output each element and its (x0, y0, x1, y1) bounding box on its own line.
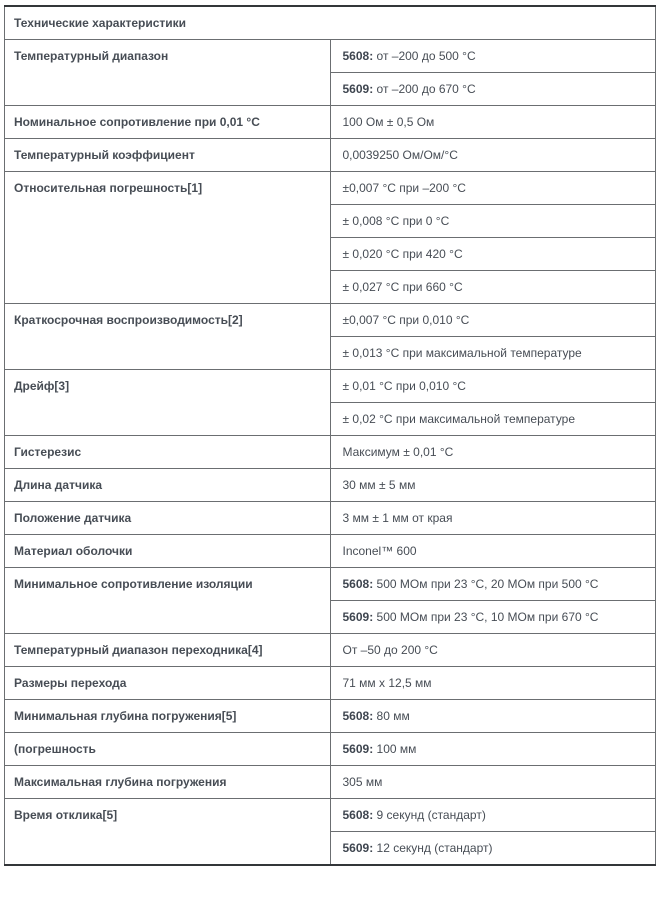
spec-label-insulation-resistance: Минимальное сопротивление изоляции (5, 568, 331, 634)
spec-label-temperature-range: Температурный диапазон (5, 40, 331, 106)
spec-value: 0,0039250 Ом/Ом/°C (330, 139, 656, 172)
spec-value: От –50 до 200 °C (330, 634, 656, 667)
spec-label-temperature-coefficient: Температурный коэффициент (5, 139, 331, 172)
model-prefix: 5609: (342, 610, 374, 624)
spec-label-sensor-length: Длина датчика (5, 469, 331, 502)
spec-value: ± 0,027 °C при 660 °C (330, 271, 656, 304)
spec-row (5, 766, 656, 799)
model-prefix: 5608: (342, 577, 374, 591)
spec-value-text: 9 секунд (стандарт) (376, 808, 486, 822)
spec-value: ± 0,01 °C при 0,010 °C (330, 370, 656, 403)
spec-value: Максимум ± 0,01 °C (330, 436, 656, 469)
spec-value: ±0,007 °C при –200 °C (330, 172, 656, 205)
spec-value (330, 40, 656, 73)
spec-value-text: 100 мм (376, 742, 417, 756)
spec-value: 3 мм ± 1 мм от края (330, 502, 656, 535)
spec-value: ± 0,020 °C при 420 °C (330, 238, 656, 271)
spec-value: 30 мм ± 5 мм (330, 469, 656, 502)
model-prefix: 5609: (342, 841, 374, 855)
spec-label-accuracy-note: (погрешность (5, 733, 331, 766)
spec-value: ± 0,013 °C при максимальной температуре (330, 337, 656, 370)
spec-label-sensor-position: Положение датчика (5, 502, 331, 535)
spec-row (5, 535, 656, 568)
spec-value: ±0,007 °C при 0,010 °C (330, 304, 656, 337)
table-title: Технические характеристики (5, 6, 656, 40)
spec-row (5, 304, 656, 337)
spec-value-text: 12 секунд (стандарт) (376, 841, 493, 855)
spec-value-text: 500 МОм при 23 °C, 20 МОм при 500 °C (376, 577, 599, 591)
spec-row (5, 700, 656, 733)
spec-row (5, 40, 656, 73)
spec-label-drift: Дрейф[3] (5, 370, 331, 436)
spec-value (330, 73, 656, 106)
spec-value: ± 0,008 °C при 0 °C (330, 205, 656, 238)
spec-row (5, 634, 656, 667)
spec-row (5, 733, 656, 766)
spec-value (330, 601, 656, 634)
spec-row (5, 469, 656, 502)
model-prefix: 5609: (342, 742, 374, 756)
spec-row (5, 436, 656, 469)
spec-label-adapter-temperature-range: Температурный диапазон переходника[4] (5, 634, 331, 667)
spec-row (5, 502, 656, 535)
spec-label-relative-accuracy: Относительная погрешность[1] (5, 172, 331, 304)
spec-value-text: 80 мм (376, 709, 410, 723)
spec-value (330, 700, 656, 733)
spec-row (5, 106, 656, 139)
model-prefix: 5608: (342, 709, 374, 723)
spec-value: 100 Ом ± 0,5 Ом (330, 106, 656, 139)
spec-row (5, 568, 656, 601)
spec-value (330, 568, 656, 601)
spec-row (5, 172, 656, 205)
spec-value-text: 500 МОм при 23 °C, 10 МОм при 670 °C (376, 610, 599, 624)
spec-value: 305 мм (330, 766, 656, 799)
spec-label-min-immersion-depth: Минимальная глубина погружения[5] (5, 700, 331, 733)
table-title-row (5, 6, 656, 40)
spec-value (330, 799, 656, 832)
spec-label-transition-dimensions: Размеры перехода (5, 667, 331, 700)
spec-label-max-immersion-depth: Максимальная глубина погружения (5, 766, 331, 799)
spec-label-response-time: Время отклика[5] (5, 799, 331, 866)
model-prefix: 5608: (342, 808, 374, 822)
spec-label-short-term-repeatability: Краткосрочная воспроизводимость[2] (5, 304, 331, 370)
spec-row (5, 370, 656, 403)
spec-label-sheath-material: Материал оболочки (5, 535, 331, 568)
spec-label-nominal-resistance: Номинальное сопротивление при 0,01 °C (5, 106, 331, 139)
spec-value: 71 мм x 12,5 мм (330, 667, 656, 700)
spec-value: Inconel™ 600 (330, 535, 656, 568)
model-prefix: 5608: (342, 49, 374, 63)
spec-row (5, 667, 656, 700)
spec-value: ± 0,02 °C при максимальной температуре (330, 403, 656, 436)
spec-value-text: от –200 до 670 °C (376, 82, 476, 96)
spec-value (330, 832, 656, 866)
spec-value (330, 733, 656, 766)
specs-table (4, 5, 656, 866)
spec-row (5, 139, 656, 172)
spec-value-text: от –200 до 500 °C (376, 49, 476, 63)
spec-label-hysteresis: Гистерезис (5, 436, 331, 469)
spec-row (5, 799, 656, 832)
model-prefix: 5609: (342, 82, 374, 96)
